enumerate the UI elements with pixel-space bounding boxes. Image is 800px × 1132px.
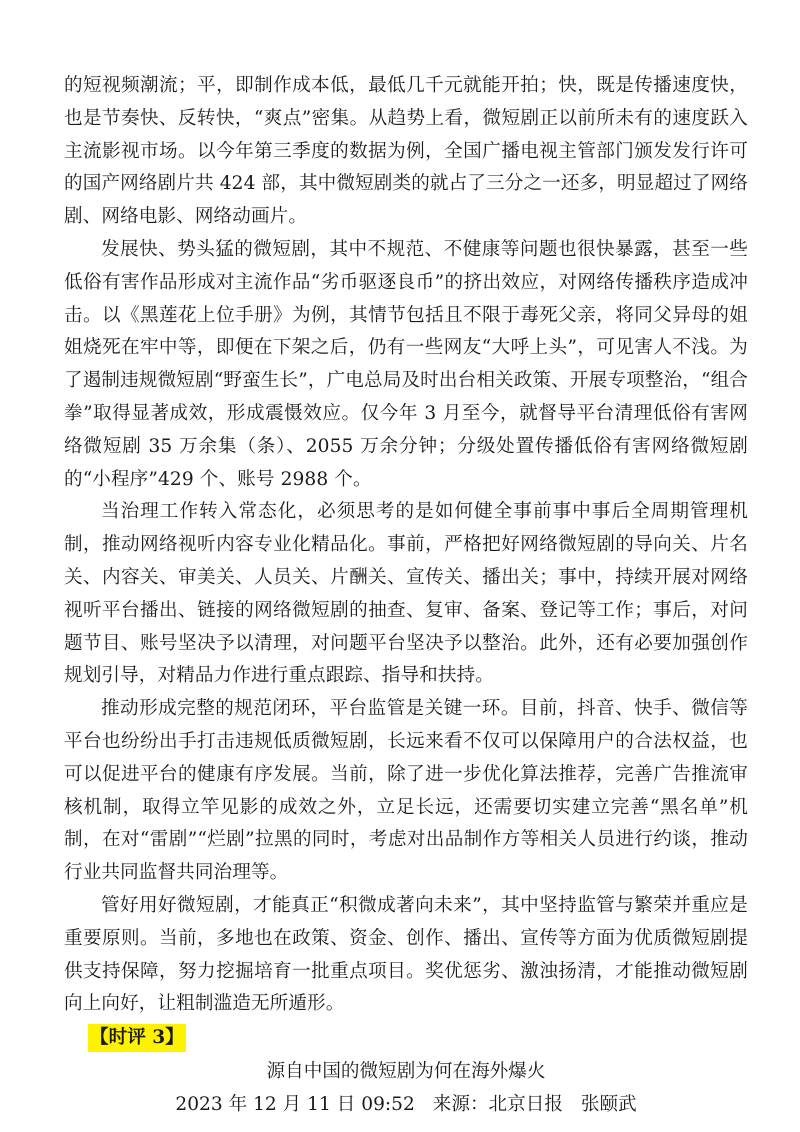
article-title: 源自中国的微短剧为何在海外爆火 [266,1061,546,1083]
section-tag: 【时评 3】 [88,1024,186,1052]
article-source: 来源：北京日报 [432,1094,563,1116]
paragraph-5: 管好用好微短剧，才能真正“积微成著向未来”，其中坚持监管与繁荣并重应是重要原则。当前，多地也在政策、资金、创作、播出、宣传等方面为优质微短剧提供支持保障，努力挖掘培育一批重点项目。奖优惩劣、激浊扬清，才能推动微短剧向上向好，让粗制滥造无所遁形。 [64,894,748,1015]
article-meta [64,1088,748,1121]
document-page [64,70,748,1121]
article-author: 张颐武 [580,1094,637,1116]
paragraph-1: 的短视频潮流；平，即制作成本低，最低几千元就能开拍；快，既是传播速度快，也是节奏快、反转快，“爽点”密集。从趋势上看，微短剧正以前所未有的速度跃入主流影视市场。以今年第三季度的数据为例，全国广播电视主管部门颁发发行许可的国产网络剧片共 424 部，其中微短剧类的就占了三分之一还多，明显超过了网络剧、网络电影、网络动画片。 [64,75,748,228]
paragraph-3: 当治理工作转入常态化，必须思考的是如何健全事前事中事后全周期管理机制，推动网络视听内容专业化精品化。事前，严格把好网络微短剧的导向关、片名关、内容关、审美关、人员关、片酬关、宣传关、播出关；事中，持续开展对网络视听平台播出、链接的网络微短剧的抽查、复审、备案、登记等工作；事后，对问题节目、账号坚决予以清理，对问题平台坚决予以整治。此外，还有必要加强创作规划引导，对精品力作进行重点跟踪、指导和扶持。 [64,501,748,687]
paragraph-4: 推动形成完整的规范闭环，平台监管是关键一环。目前，抖音、快手、微信等平台也纷纷出手打击违规低质微短剧，长远来看不仅可以保障用户的合法权益，也可以促进平台的健康有序发展。当前，除了进一步优化算法推荐，完善广告推流审核机制，取得立竿见影的成效之外，立足长远，还需要切实建立完善“黑名单”机制，在对“雷剧”“烂剧”拉黑的同时，考虑对出品制作方等相关人员进行约谈，推动行业共同监督共同治理等。 [64,698,748,884]
article-date: 2023 年 12 月 11 日 09:52 [175,1094,415,1116]
section-tag-row [64,1021,748,1055]
paragraph-2: 发展快、势头猛的微短剧，其中不规范、不健康等问题也很快暴露，甚至一些低俗有害作品形成对主流作品“劣币驱逐良币”的挤出效应，对网络传播秩序造成冲击。以《黑莲花上位手册》为例，其情节包括且不限于毒死父亲，将同父异母的姐姐烧死在牢中等，即便在下架之后，仍有一些网友“大呼上头”，可见害人不浅。为了遏制违规微短剧“野蛮生长”，广电总局及时出台相关政策、开展专项整治，“组合拳”取得显著成效，形成震慑效应。仅今年 3 月至今，就督导平台清理低俗有害网络微短剧 35 万余集（条）、2055 万余分钟；分级处置传播低俗有害网络微短剧的“小程序”429 个、账号 2988 个。 [64,238,748,490]
